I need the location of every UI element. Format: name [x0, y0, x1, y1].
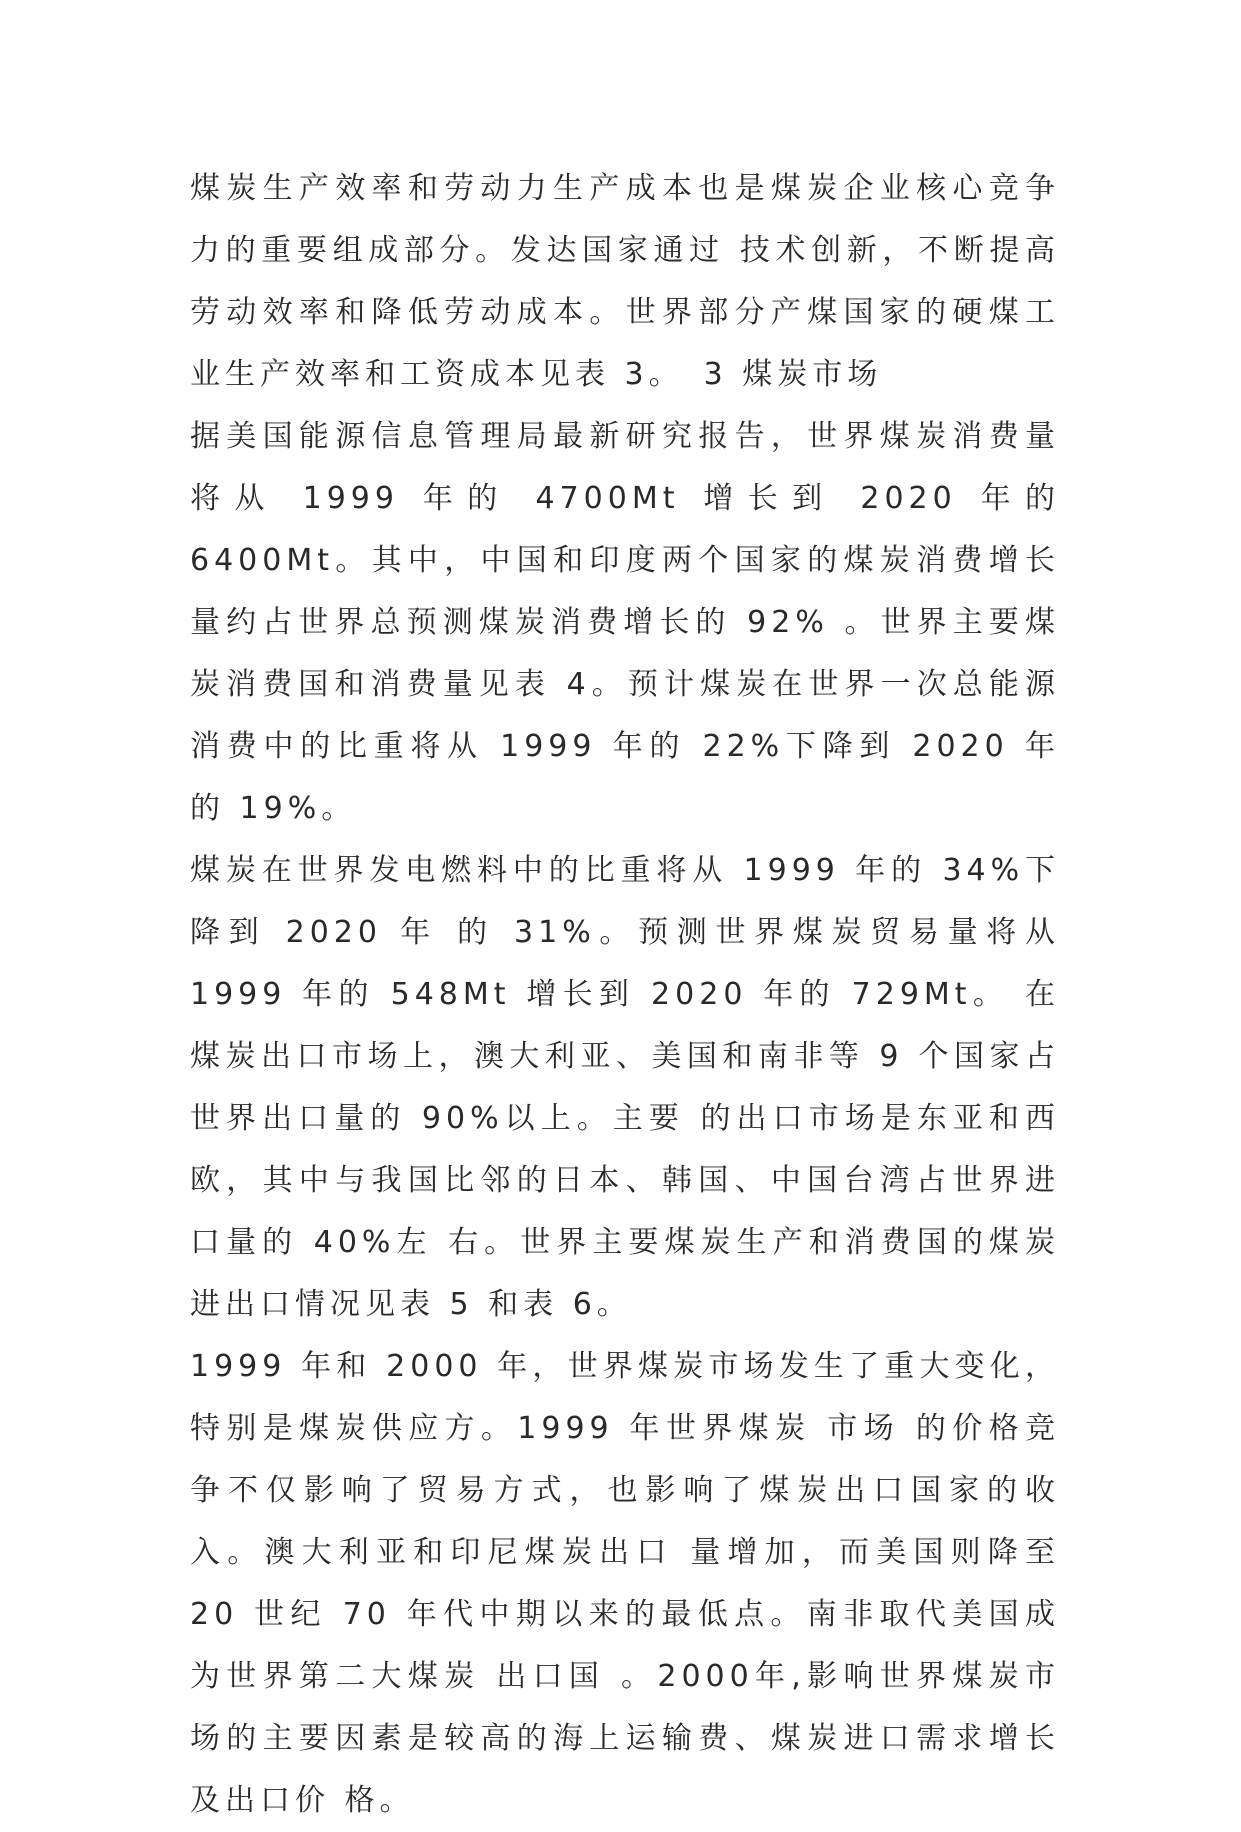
paragraph-market-changes: 1999 年和 2000 年，世界煤炭市场发生了重大变化，特别是煤炭供应方。1999 年世界煤炭 市场 的价格竞争不仅影响了贸易方式，也影响了煤炭出口国家的收入。澳大利亚和印尼煤炭出口 量增加，而美国则降至 20 世纪 70 年代中期以来的最低点。南非取代美国成为世界第二大煤炭 出口国 。2000年,影响世界煤炭市场的主要因素是较高的海上运输费、煤炭进口需求增长及出口价 格。	[190, 1349, 1060, 1818]
paragraph-consumption: 据美国能源信息管理局最新研究报告，世界煤炭消费量将从 1999 年的 4700Mt 增长到 2020 年的 6400Mt。其中，中国和印度两个国家的煤炭消费增长量约占世界总预测煤炭消费增长的 92% 。世界主要煤炭消费国和消费量见表 4。预计煤炭在世界一次总能源消费中的比重将从 1999 年的 22%下降到 2020 年的 19%。	[190, 419, 1060, 826]
paragraph-efficiency: 煤炭生产效率和劳动力生产成本也是煤炭企业核心竞争力的重要组成部分。发达国家通过 技术创新，不断提高劳动效率和降低劳动成本。世界部分产煤国家的硬煤工业生产效率和工资成本见表 3。 3 煤炭市场	[190, 171, 1060, 392]
document-body	[190, 158, 1060, 1832]
paragraph-trade: 煤炭在世界发电燃料中的比重将从 1999 年的 34%下降到 2020 年 的 31%。预测世界煤炭贸易量将从 1999 年的 548Mt 增长到 2020 年的 729Mt。 在煤炭出口市场上，澳大利亚、美国和南非等 9 个国家占世界出口量的 90%以上。主要 的出口市场是东亚和西欧，其中与我国比邻的日本、韩国、中国台湾占世界进口量的 40%左 右。世界主要煤炭生产和消费国的煤炭进出口情况见表 5 和表 6。	[190, 853, 1060, 1322]
